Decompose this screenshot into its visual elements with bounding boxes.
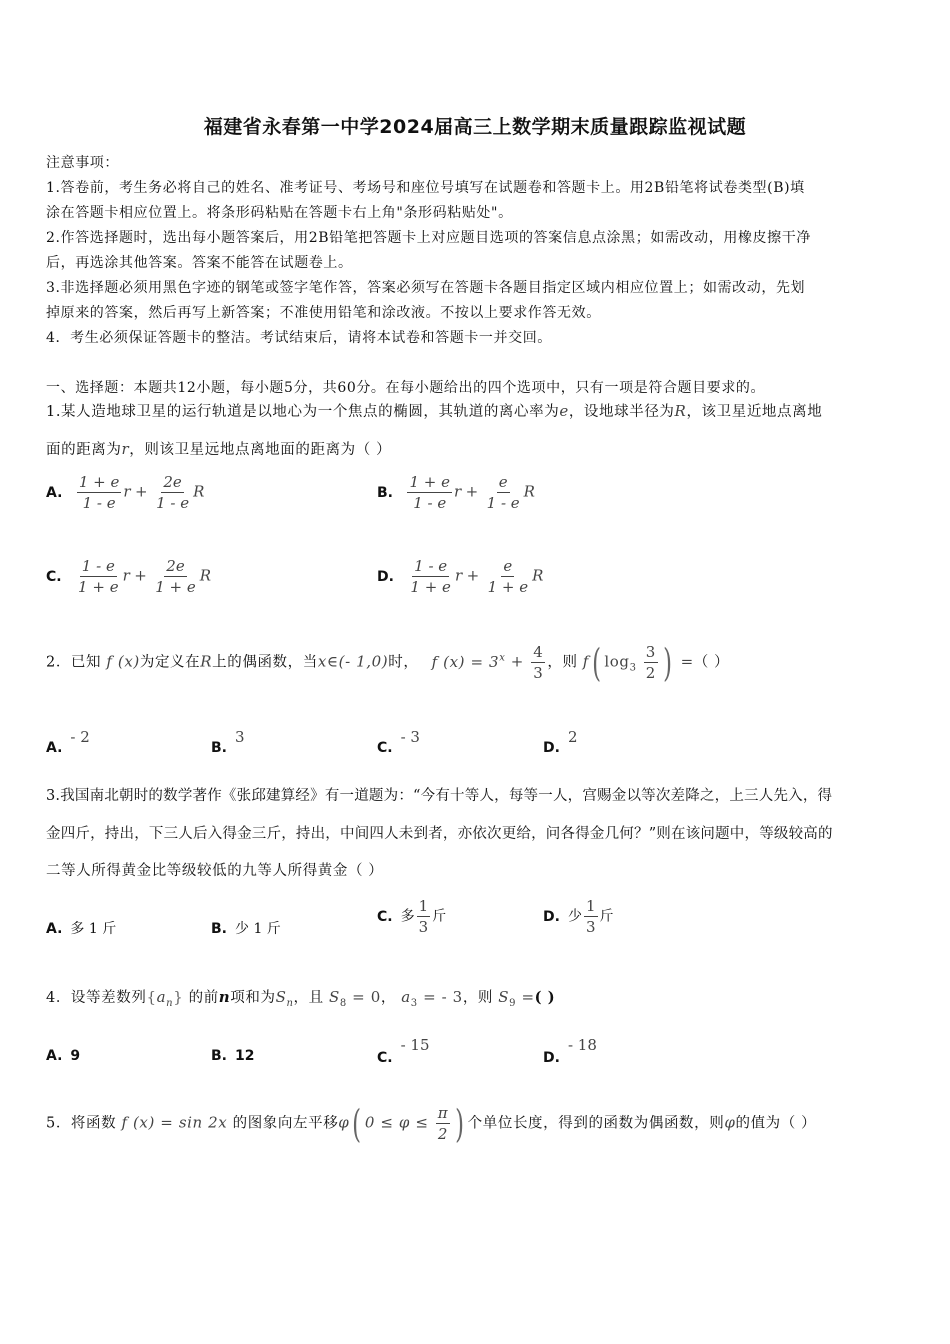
question-3-line-2: 金四斤，持出，下三人后入得金三斤，持出，中间四人未到者，亦依次更给，问各得金几何？”则在该问题中，等级较高的 xyxy=(46,826,833,842)
notice-line: 掉原来的答案，然后再写上新答案；不准使用铅笔和涂改液。不按以上要求作答无效。 xyxy=(46,305,601,321)
q1-option-a[interactable]: A. $\frac{1 + e}{1 - e}$ r + $\frac{2e}{1 - e}$ R xyxy=(46,473,205,512)
q1-option-d[interactable]: D. $\frac{1 - e}{1 + e}$ r + $\frac{e}{1 + e}$ R xyxy=(377,557,544,596)
q2-option-a[interactable]: A.- 2 xyxy=(46,728,90,756)
notice-line: 3.非选择题必须用黑色字迹的钢笔或签字笔作答，答案必须写在答题卡各题目指定区域内相应位置上；如需改动，先划 xyxy=(46,280,806,296)
question-1-line-1: 1.某人造地球卫星的运行轨道是以地心为一个焦点的椭圆，其轨道的离心率为e，设地球半径为R，该卫星近地点离地 xyxy=(46,402,823,420)
q2-option-d[interactable]: D.2 xyxy=(543,728,578,756)
q1-option-c[interactable]: C. $\frac{1 - e}{1 + e}$ r + $\frac{2e}{1 + e}$ R xyxy=(46,557,212,596)
question-3-line-1: 3.我国南北朝时的数学著作《张邱建算经》有一道题为：“今有十等人，每等一人，宫赐金以等次差降之，上三人先入，得 xyxy=(46,788,833,804)
q1-option-b[interactable]: B. $\frac{1 + e}{1 - e}$ r + $\frac{e}{1 - e}$ R xyxy=(377,473,535,512)
notice-line: 涂在答题卡相应位置上。将条形码粘贴在答题卡右上角"条形码粘贴处"。 xyxy=(46,205,513,221)
q2-option-b[interactable]: B.3 xyxy=(211,728,245,756)
q4-option-c[interactable]: C.- 15 xyxy=(377,1036,430,1066)
q4-option-b[interactable]: B. 12 xyxy=(211,1048,255,1064)
q3-option-b[interactable]: B. 少 1 斤 xyxy=(211,921,281,937)
q3-option-c[interactable]: C. 多 $\frac{1}{3}$ 斤 xyxy=(377,897,447,936)
question-2: 2．已知 f (x)为定义在R上的偶函数，当x∈(- 1,0)时， f $(x) = 3^x$ + $\frac{4}{3}$ ，则 f( $\log_3$ $\frac{3}{2}$ ) =（ ） xyxy=(46,640,730,685)
q2-option-c[interactable]: C.- 3 xyxy=(377,728,420,756)
notice-line: 4．考生必须保证答题卡的整洁。考试结束后，请将本试卷和答题卡一并交回。 xyxy=(46,330,552,346)
section-heading: 一、选择题：本题共12小题，每小题5分，共60分。在每小题给出的四个选项中，只有一项是符合题目要求的。 xyxy=(46,380,766,396)
notice-line: 1.答卷前，考生务必将自己的姓名、准考证号、考场号和座位号填写在试题卷和答题卡上。用2B铅笔将试卷类型(B)填 xyxy=(46,180,805,196)
q4-option-a[interactable]: A. 9 xyxy=(46,1048,81,1064)
q4-option-d[interactable]: D.- 18 xyxy=(543,1036,597,1066)
q3-option-d[interactable]: D. 少 $\frac{1}{3}$ 斤 xyxy=(543,897,614,936)
notice-line: 后，再选涂其他答案。答案不能答在试题卷上。 xyxy=(46,255,353,271)
notice-heading: 注意事项： xyxy=(46,155,119,171)
question-3-line-3: 二等人所得黄金比等级较低的九等人所得黄金（ ） xyxy=(46,863,384,879)
question-1-line-2: 面的距离为r，则该卫星远地点离地面的距离为（ ） xyxy=(46,440,392,458)
q3-option-a[interactable]: A. 多 1 斤 xyxy=(46,921,117,937)
question-5: 5．将函数 f (x) = sin 2x 的图象向左平移φ( 0 ≤ φ ≤ $\frac{\pi}{2}$ ) 个单位长度，得到的函数为偶函数，则φ的值为（ ） xyxy=(46,1101,817,1146)
question-4: 4．设等差数列$\{a_n\}$ 的前n项和为$S_n$，且 $S_8 = 0$， $a_3$ = - 3，则 $S_9$ =( ) xyxy=(46,988,556,1009)
page-title: 福建省永春第一中学2024届高三上数学期末质量跟踪监视试题 xyxy=(203,116,747,138)
notice-line: 2.作答选择题时，选出每小题答案后，用2B铅笔把答题卡上对应题目选项的答案信息点涂黑；如需改动，用橡皮擦干净 xyxy=(46,230,811,246)
